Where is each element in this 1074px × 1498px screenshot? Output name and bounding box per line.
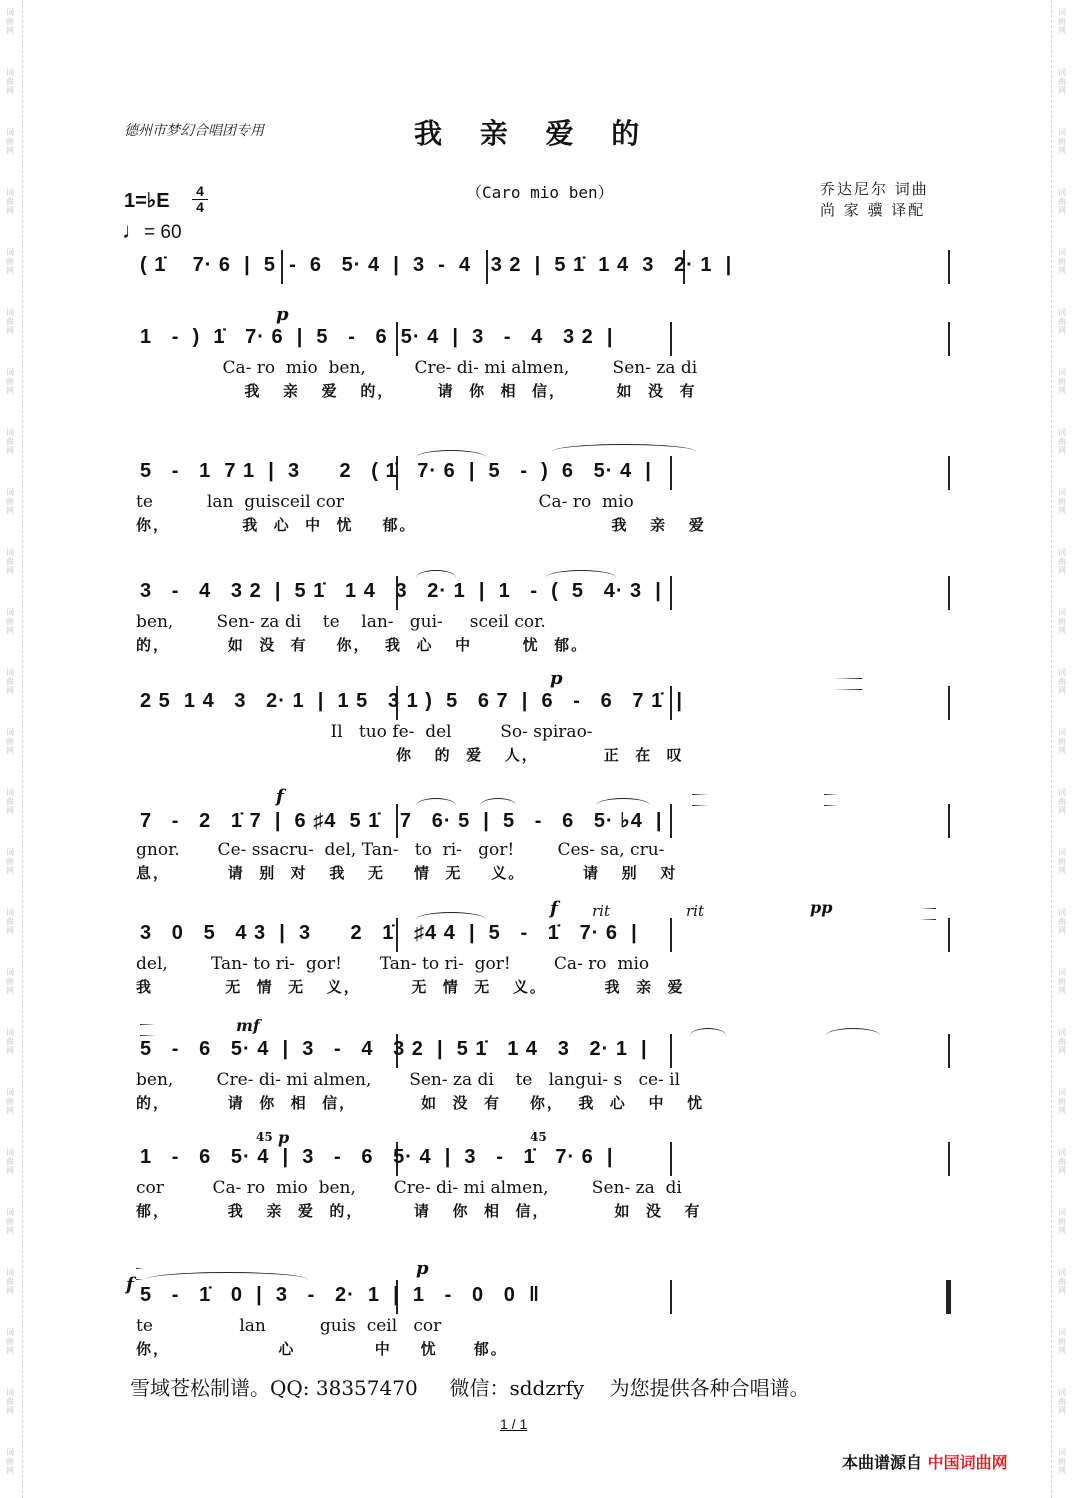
lyrics-chinese: 的， 请 你 相 信， 如 没 有 你， 我 心 中 忧 [136, 1094, 705, 1112]
dynamic-marking: p [416, 1258, 429, 1279]
staff-system-8 [126, 1016, 956, 1112]
source-site-link[interactable]: 中国词曲网 [927, 1453, 1008, 1472]
lyrics-italian: ben, Cre- di- mi almen, Sen- za di te langui- s ce- il [136, 1070, 681, 1090]
quarter-note-icon: ♩ [122, 218, 144, 243]
notes-system-9: 1 - 6 5· 4 | 3 - 6 5· 4 | 3 - 1̇ 7· 6 | [140, 1146, 614, 1168]
watermark-glyphs: 词 曲 网 [6, 1268, 14, 1295]
notes-system-10: 5 - 1̇ 0 | 3 - 2· 1 | 1 - 0 0 ‖ [140, 1284, 540, 1306]
lyrics-italian: gnor. Ce- ssacru- del, Tan- to ri- gor! Ces- sa, cru- [136, 840, 665, 860]
watermark-glyphs: 词 曲 网 [1058, 548, 1066, 575]
dynamic-marking: p [550, 668, 563, 689]
watermark-glyphs: 词 曲 网 [6, 1028, 14, 1055]
watermark-glyphs: 词 曲 网 [6, 788, 14, 815]
lyrics-chinese: 我 亲 爱 的， 请 你 相 信， 如 没 有 [136, 382, 697, 400]
dynamic-marking: f [126, 1274, 134, 1295]
notes-system-6: 7 - 2 1̇ 7 | 6 ♯4 5 1̇ 7 6· 5 | 5 - 6 5· ♭4 | [140, 810, 663, 832]
watermark-glyphs: 词 曲 网 [6, 8, 14, 35]
staff-system-7 [126, 898, 956, 996]
watermark-glyphs: 词 曲 网 [6, 128, 14, 155]
lyrics-chinese: 你 的 爱 人， 正 在 叹 [136, 746, 684, 764]
footer-credits [130, 1372, 810, 1401]
watermark-glyphs: 词 曲 网 [1058, 248, 1066, 275]
credit-lyrics: 乔达尼尔 词曲 [820, 180, 929, 198]
watermark-glyphs: 词 曲 网 [1058, 1328, 1066, 1355]
lyrics-italian: Ca- ro mio ben, Cre- di- mi almen, Sen- za di [136, 358, 698, 378]
watermark-glyphs: 词 曲 网 [6, 488, 14, 515]
watermark-glyphs: 词 曲 网 [6, 968, 14, 995]
watermark-glyphs: 词 曲 网 [1058, 488, 1066, 515]
staff-system-5 [126, 668, 956, 764]
watermark-glyphs: 词 曲 网 [1058, 908, 1066, 935]
notes-system-8: 5 - 6 5· 4 | 3 - 4 3 2 | 5 1̇ 1 4 3 2· 1 | [140, 1038, 648, 1060]
watermark-glyphs: 词 曲 网 [6, 368, 14, 395]
watermark-glyphs: 词 曲 网 [1058, 788, 1066, 815]
choir-note: 德州市梦幻合唱团专用 [124, 123, 264, 139]
footer-service: 为您提供各种合唱谱。 [609, 1376, 810, 1400]
watermark-glyphs: 词 曲 网 [6, 188, 14, 215]
tempo-value: = 60 [144, 222, 182, 243]
watermark-glyphs: 词 曲 网 [6, 908, 14, 935]
ritardando-marking: rit [686, 902, 704, 920]
lyrics-chinese: 息， 请 别 对 我 无 情 无 义。 请 别 对 [136, 864, 678, 882]
watermark-glyphs: 词 曲 网 [1058, 8, 1066, 35]
watermark-glyphs: 词 曲 网 [1058, 1148, 1066, 1175]
page-number: 1 / 1 [500, 1416, 528, 1432]
lyrics-italian: del, Tan- to ri- gor! Tan- to ri- gor! Ca- ro mio [136, 954, 650, 974]
watermark-glyphs: 词 曲 网 [6, 68, 14, 95]
lyrics-chinese: 你， 心 中 忧 郁。 [136, 1340, 508, 1358]
notes-system-7: 3 0 5 4 3 | 3 2 1̇ ♯4 4 | 5 - 1̇ 7· 6 | [140, 922, 638, 944]
source-credit [842, 1450, 1008, 1473]
lyrics-chinese: 你， 我 心 中 忧 郁。 我 亲 爱 [136, 516, 706, 534]
watermark-glyphs: 词 曲 网 [1058, 608, 1066, 635]
staff-system-4 [126, 576, 956, 654]
lyrics-italian: te lan guisceil cor Ca- ro mio [136, 492, 634, 512]
notes-system-3: 5 - 1 7 1 | 3 2 ( 1̇ 7· 6 | 5 - ) 6 5· 4 | [140, 460, 652, 482]
watermark-glyphs: 词 曲 网 [6, 548, 14, 575]
watermark-glyphs: 词 曲 网 [6, 248, 14, 275]
tempo-marking [122, 218, 182, 244]
grace-note: 45 [530, 1130, 547, 1144]
staff-system-6 [126, 786, 956, 882]
dynamic-marking: pp [810, 898, 833, 917]
lyrics-chinese: 我 无 情 无 义， 无 情 无 义。 我 亲 爱 [136, 978, 685, 996]
watermark-glyphs: 词 曲 网 [1058, 188, 1066, 215]
watermark-glyphs: 词 曲 网 [1058, 1208, 1066, 1235]
grace-note: 45 [256, 1130, 273, 1144]
watermark-glyphs: 词 曲 网 [6, 848, 14, 875]
staff-system-2 [126, 304, 956, 400]
watermark-glyphs: 词 曲 网 [1058, 728, 1066, 755]
watermark-glyphs: 词 曲 网 [1058, 428, 1066, 455]
lyrics-italian: ben, Sen- za di te lan- gui- sceil cor. [136, 612, 546, 632]
watermark-glyphs: 词 曲 网 [1058, 668, 1066, 695]
lyrics-italian: te lan guis ceil cor [136, 1316, 442, 1336]
watermark-glyphs: 词 曲 网 [6, 668, 14, 695]
staff-system-1 [126, 250, 956, 286]
watermark-glyphs: 词 曲 网 [1058, 308, 1066, 335]
watermark-glyphs: 词 曲 网 [1058, 1028, 1066, 1055]
watermark-glyphs: 词 曲 网 [1058, 368, 1066, 395]
watermark-glyphs: 词 曲 网 [1058, 1088, 1066, 1115]
staff-system-3 [126, 456, 956, 534]
notes-system-2: 1 - ) 1̇ 7· 6 | 5 - 6 5· 4 | 3 - 4 3 2 | [140, 326, 614, 348]
lyrics-italian: cor Ca- ro mio ben, Cre- di- mi almen, Sen- za di [136, 1178, 682, 1198]
watermark-glyphs: 词 曲 网 [6, 1448, 14, 1475]
footer-wechat: 微信：sddzrfy [449, 1376, 585, 1400]
watermark-glyphs: 词 曲 网 [1058, 848, 1066, 875]
lyrics-italian: Il tuo fe- del So- spirao- [136, 722, 593, 742]
staff-system-9 [126, 1128, 956, 1220]
watermark-glyphs: 词 曲 网 [1058, 68, 1066, 95]
lyrics-chinese: 郁， 我 亲 爱 的， 请 你 相 信， 如 没 有 [136, 1202, 702, 1220]
watermark-glyphs: 词 曲 网 [1058, 128, 1066, 155]
notes-system-5: 2 5 1 4 3 2· 1 | 1 5 3 1 ) 5 6 7 | 6 - 6 7 1̇ | [140, 690, 683, 712]
footer-maker: 雪域苍松制谱。QQ: 38357470 [130, 1376, 418, 1400]
watermark-glyphs: 词 曲 网 [6, 428, 14, 455]
dynamic-marking: p [278, 1128, 290, 1147]
right-watermark-strip [1051, 0, 1074, 1498]
lyrics-chinese: 的， 如 没 有 你， 我 心 中 忧 郁。 [136, 636, 589, 654]
watermark-glyphs: 词 曲 网 [6, 1388, 14, 1415]
dynamic-marking: f [550, 898, 558, 919]
watermark-glyphs: 词 曲 网 [6, 308, 14, 335]
watermark-glyphs: 词 曲 网 [1058, 1268, 1066, 1295]
staff-system-10 [126, 1258, 956, 1358]
page-title: 我 亲 爱 的 [414, 117, 654, 150]
watermark-glyphs: 词 曲 网 [6, 608, 14, 635]
watermark-glyphs: 词 曲 网 [6, 1208, 14, 1235]
key-signature: 1=♭E [124, 190, 170, 212]
watermark-glyphs: 词 曲 网 [1058, 1388, 1066, 1415]
subtitle: （Caro mio ben） [466, 183, 614, 202]
time-top: 4 [196, 183, 204, 199]
credit-translation: 尚 家 骥 译配 [820, 201, 926, 219]
watermark-glyphs: 词 曲 网 [6, 1328, 14, 1355]
notes-system-1: ( 1̇ 7· 6 | 5 - 6 5· 4 | 3 - 4 3 2 | 5 1̇ 1 4 3 2· 1 | [140, 254, 733, 276]
time-signature [192, 184, 208, 215]
watermark-glyphs: 词 曲 网 [6, 1148, 14, 1175]
time-bottom: 4 [192, 199, 208, 215]
notes-system-4: 3 - 4 3 2 | 5 1̇ 1 4 3 2· 1 | 1 - ( 5 4· 3 | [140, 580, 662, 602]
dynamic-marking: f [276, 786, 284, 807]
watermark-glyphs: 词 曲 网 [6, 1088, 14, 1115]
watermark-glyphs: 词 曲 网 [1058, 1448, 1066, 1475]
left-watermark-strip [0, 0, 23, 1498]
dynamic-marking: p [276, 304, 289, 325]
watermark-glyphs: 词 曲 网 [1058, 968, 1066, 995]
dynamic-marking: mf [236, 1016, 260, 1035]
source-label: 本曲谱源自 [842, 1453, 923, 1472]
ritardando-marking: rit [592, 902, 610, 920]
watermark-glyphs: 词 曲 网 [6, 728, 14, 755]
